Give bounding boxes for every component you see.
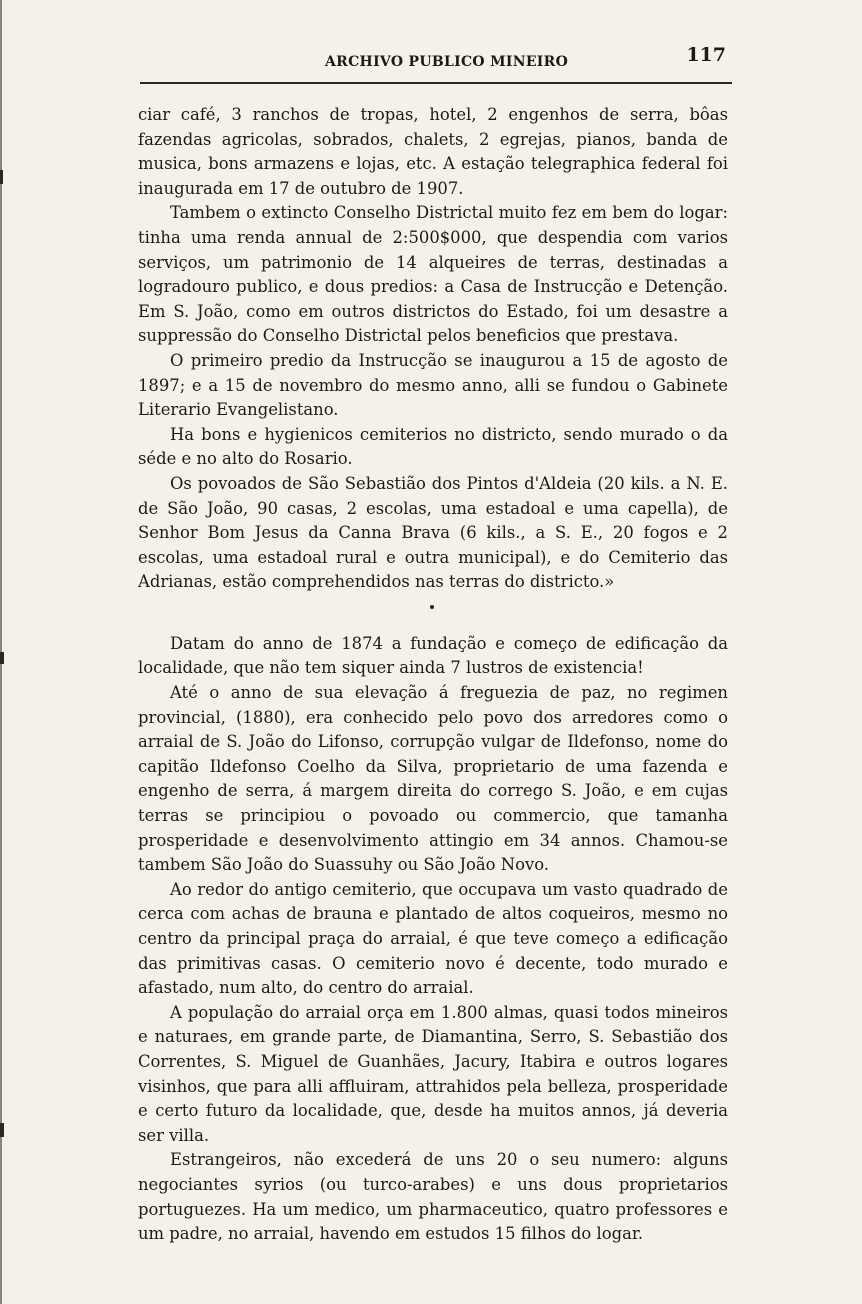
paragraph: Ha bons e hygienicos cemiterios no districto, sendo murado o da séde e no alto do Rosario.	[138, 424, 728, 469]
paragraph: Os povoados de São Sebastião dos Pintos d'Aldeia (20 kils. a N. E. de São João, 90 casas, 2 escolas, uma estadoal e uma capella), de Senhor Bom Jesus da Canna Brava (6 kils., a S. E., 20 fogos e 2 escolas, uma estadoal rural e outra municipal), e do Cemiterio das Adrianas, estão comprehendidos nas terras do districto.»	[138, 473, 728, 592]
header-rule	[140, 82, 732, 84]
paragraph: O primeiro predio da Instrucção se inaugurou a 15 de agosto de 1897; e a 15 de novembro do mesmo anno, alli se fundou o Gabinete Literario Evangelistano.	[138, 350, 728, 420]
body-text	[138, 103, 728, 1247]
scan-speck	[0, 1123, 4, 1137]
running-title: ARCHIVO PUBLICO MINEIRO	[325, 54, 569, 70]
paragraph: ciar café, 3 ranchos de tropas, hotel, 2 engenhos de serra, bôas fazendas agricolas, sobrados, chalets, 2 egrejas, pianos, banda de musica, bons armazens e lojas, etc. A estação telegraphica federal foi inaugurada em 17 de outubro de 1907.	[138, 105, 728, 198]
paragraph: Estrangeiros, não excederá de uns 20 o seu numero: alguns negociantes syrios (ou turco-arabes) e uns dous proprietarios portuguezes. Ha um medico, um pharmaceutico, quatro professores e um padre, no arraial, havendo em estudos 15 filhos do logar.	[138, 1150, 728, 1244]
scan-speck	[0, 652, 4, 664]
paragraph: Ao redor do antigo cemiterio, que occupava um vasto quadrado de cerca com achas de brauna e plantado de altos coqueiros, mesmo no centro da principal praça do arraial, é que teve começo a edificação das primitivas casas. O cemiterio novo é decente, todo murado e afastado, num alto, do centro do arraial.	[138, 879, 728, 998]
scan-speck	[0, 170, 3, 184]
page-number: 117	[686, 44, 726, 66]
separator-dot	[430, 605, 434, 609]
page-header	[140, 44, 730, 78]
paragraph: A população do arraial orça em 1.800 almas, quasi todos mineiros e naturaes, em grande parte, de Diamantina, Serro, S. Sebastião dos Correntes, S. Miguel de Guanhães, Jacury, Itabira e outros logares visinhos, que para alli affluiram, attrahidos pela belleza, prosperidade e certo futuro da localidade, que, desde ha muitos annos, já deveria ser villa.	[138, 1002, 728, 1145]
section-separator	[138, 595, 728, 632]
paragraph: Até o anno de sua elevação á freguezia de paz, no regimen provincial, (1880), era conhecido pelo povo dos arredores como o arraial de S. João do Lifonso, corrupção vulgar de Ildefonso, nome do capitão Ildefonso Coelho da Silva, proprietario de uma fazenda e engenho de serra, á margem direita do corrego S. João, e em cujas terras se principiou o povoado ou commercio, que tamanha prosperidade e desenvolvimento attingio em 34 annos. Chamou-se tambem São João do Suassuhy ou São João Novo.	[138, 683, 728, 875]
paragraph: Datam do anno de 1874 a fundação e começo de edificação da localidade, que não tem siquer ainda 7 lustros de existencia!	[138, 633, 728, 678]
paragraph: Tambem o extincto Conselho Districtal muito fez em bem do logar: tinha uma renda annual de 2:500$000, que despendia com varios serviços, um patrimonio de 14 alqueires de terras, destinadas a logradouro publico, e dous predios: a Casa de Instrucção e Detenção. Em S. João, como em outros districtos do Estado, foi um desastre a suppressão do Conselho Districtal pelos beneficios que prestava.	[138, 203, 728, 346]
